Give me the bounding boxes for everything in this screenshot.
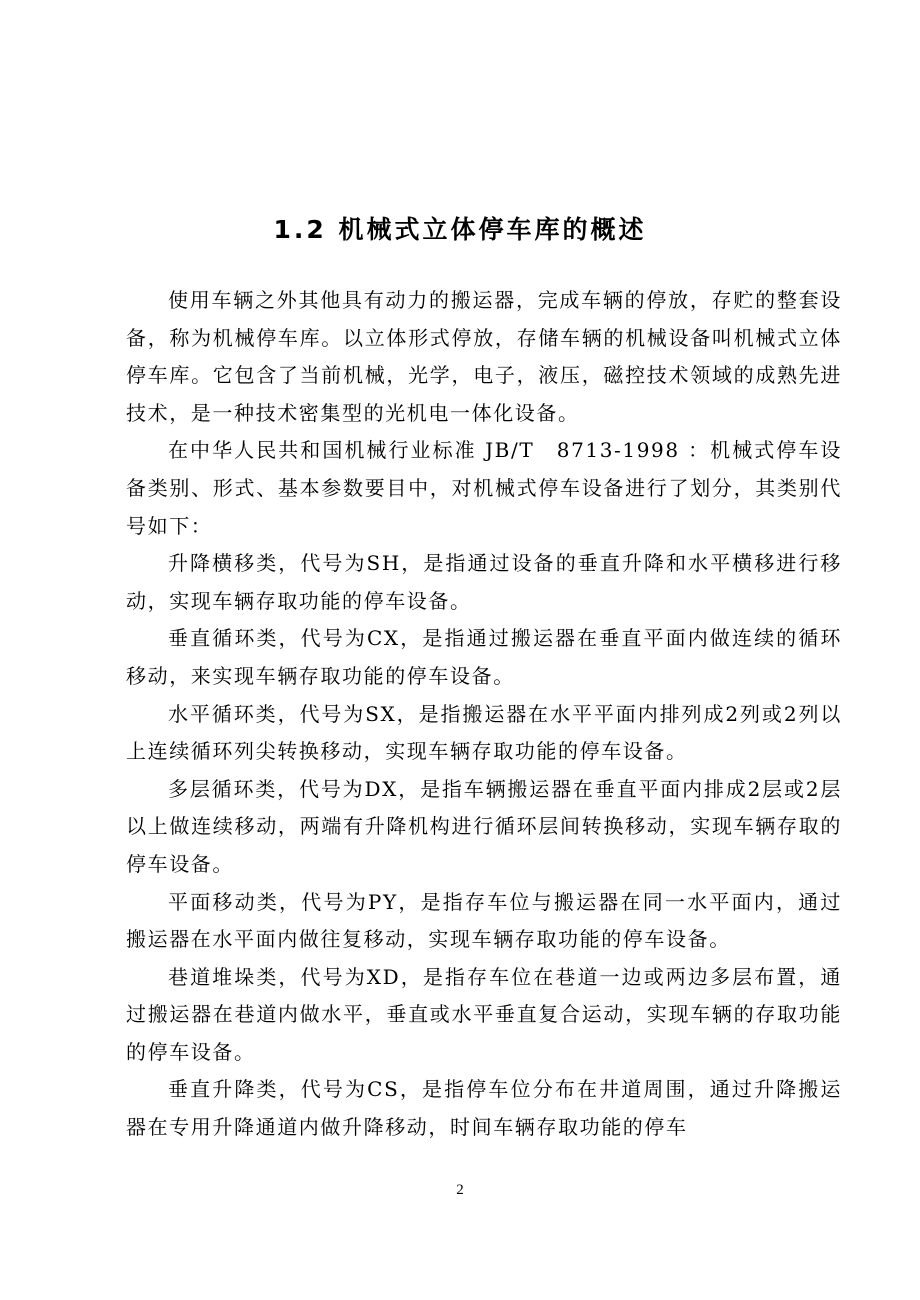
page-number: 2 [456,1182,464,1198]
paragraph-sh: 升降横移类，代号为SH，是指通过设备的垂直升降和水平横移进行移动，实现车辆存取功能的停车设备。 [126,551,842,613]
section-title: 1.2 机械式立体停车库的概述 [273,215,647,244]
paragraph-cs: 垂直升降类，代号为CS，是指停车位分布在井道周围，通过升降搬运器在专用升降通道内做升降移动，时间车辆存取功能的停车 [126,1077,842,1140]
paragraph-overview: 使用车辆之外其他具有动力的搬运器，完成车辆的停放，存贮的整套设备，称为机械停车库。以立体形式停放，存储车辆的机械设备叫机械式立体停车库。它包含了当前机械，光学，电子，液压，磁控技术领域的成熟先进技术，是一种技术密集型的光机电一体化设备。 [126,288,842,425]
paragraph-dx: 多层循环类，代号为DX，是指车辆搬运器在垂直平面内排成2层或2层以上做连续移动，两端有升降机构进行循环层间转换移动，实现车辆存取的停车设备。 [126,776,842,876]
paragraph-cx: 垂直循环类，代号为CX，是指通过搬运器在垂直平面内做连续的循环移动，来实现车辆存取功能的停车设备。 [126,626,842,688]
section-body [126,282,842,1147]
paragraph-standard: 在中华人民共和国机械行业标准 JB/T 8713-1998 ：机械式停车设备类别、形式、基本参数要目中，对机械式停车设备进行了划分，其类别代号如下： [126,438,842,538]
paragraph-xd: 巷道堆垛类，代号为XD，是指存车位在巷道一边或两边多层布置，通过搬运器在巷道内做水平，垂直或水平垂直复合运动，实现车辆的存取功能的停车设备。 [126,964,842,1064]
paragraph-py: 平面移动类，代号为PY，是指存车位与搬运器在同一水平面内，通过搬运器在水平面内做往复移动，实现车辆存取功能的停车设备。 [126,889,842,952]
paragraph-sx: 水平循环类，代号为SX，是指搬运器在水平平面内排列成2列或2列以上连续循环列尖转换移动，实现车辆存取功能的停车设备。 [126,701,842,764]
